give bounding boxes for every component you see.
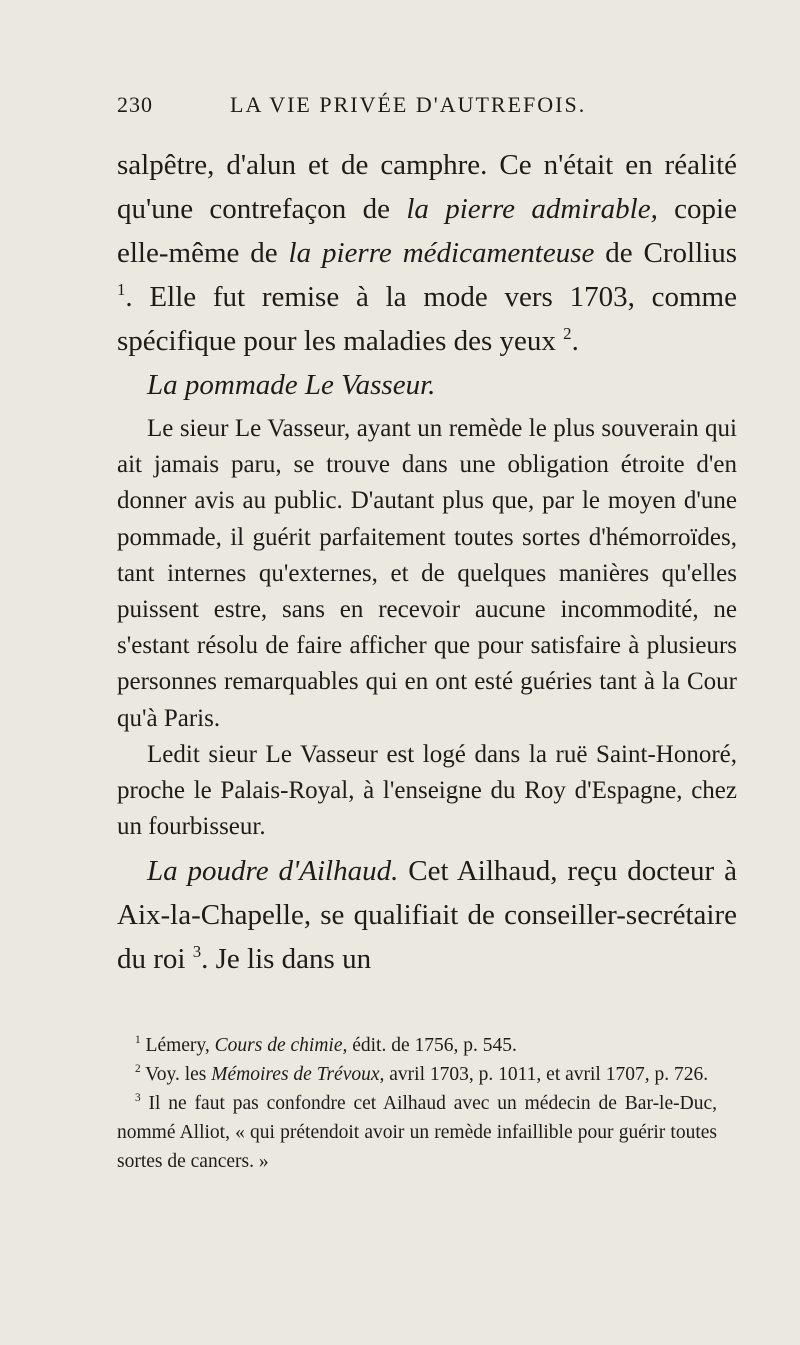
footnote-2: [117, 1060, 717, 1089]
footnote-ref: 2: [563, 323, 572, 343]
quoted-paragraph: Le sieur Le Vasseur, ayant un remède le plus souverain qui ait jamais paru, se trouve dans une obligation étroite d'en donner avis au public. D'autant plus que, par le moyen d'une pommade, il guérit parfaitement toutes sortes d'hémorroïdes, tant internes qu'externes, et de quelques manières qu'elles puissent estre, sans en recevoir aucune incommodité, ne s'estant résolu de faire afficher que pour satisfaire à plusieurs personnes remarquables qui en ont esté guéries tant à la Cour qu'à Paris.: [117, 415, 737, 732]
footnote-mark: 1: [135, 1033, 141, 1046]
page-number: 230: [117, 92, 153, 117]
footnote-ref: 3: [192, 941, 202, 961]
footnote-3: [117, 1089, 717, 1176]
italic-heading: La poudre d'Ailhaud.: [147, 855, 399, 888]
paragraph: [117, 849, 737, 981]
text-run: Lémery,: [140, 1035, 215, 1056]
main-text: [117, 143, 737, 981]
footnote-mark: 3: [135, 1091, 141, 1104]
text-run: Il ne faut pas confondre cet Ailhaud avec un médecin de Bar-le-Duc, nommé Alliot, « qui prétendoit avoir un remède infaillible pour guérir toutes sortes de cancers. »: [117, 1093, 717, 1172]
italic-title: Mémoires de Trévoux,: [211, 1064, 385, 1085]
text-run: . Elle fut remise à la mode vers 1703, comme spécifique pour les maladies des yeux: [117, 281, 737, 357]
text-run: .: [571, 325, 579, 357]
footnote-mark: 2: [135, 1062, 141, 1075]
text-run: Voy. les: [140, 1064, 212, 1085]
quoted-paragraph: Ledit sieur Le Vasseur est logé dans la ruë Saint-Honoré, proche le Palais-Royal, à l'enseigne du Roy d'Espagne, chez un fourbisseur.: [117, 740, 737, 841]
section-heading: [117, 363, 737, 407]
italic-title: la pierre médicamenteuse: [288, 237, 595, 269]
heading-text: La pommade Le Vasseur.: [147, 369, 436, 401]
italic-title: la pierre admirable,: [406, 193, 658, 225]
text-run: copie elle-même de: [117, 193, 737, 269]
footnotes: [117, 1031, 717, 1176]
text-run: édit. de 1756, p. 545.: [347, 1035, 517, 1056]
text-run: Cet Ailhaud, reçu docteur à Aix-la-Chapelle, se qualifiait de conseiller-secrétaire du roi: [117, 855, 737, 976]
text-run: salpêtre, d'alun et de camphre. Ce n'était en réalité qu'une contrefaçon de: [117, 149, 737, 225]
running-title: LA VIE PRIVÉE D'AUTREFOIS.: [230, 92, 587, 117]
footnote-1: [117, 1031, 717, 1060]
paragraph-continued: [117, 143, 737, 363]
text-run: de Crollius: [594, 237, 737, 269]
footnote-ref: 1: [117, 279, 126, 299]
italic-title: Cours de chimie,: [214, 1035, 348, 1056]
text-run: avril 1703, p. 1011, et avril 1707, p. 726.: [384, 1064, 709, 1085]
text-run: . Je lis dans un: [201, 943, 372, 976]
